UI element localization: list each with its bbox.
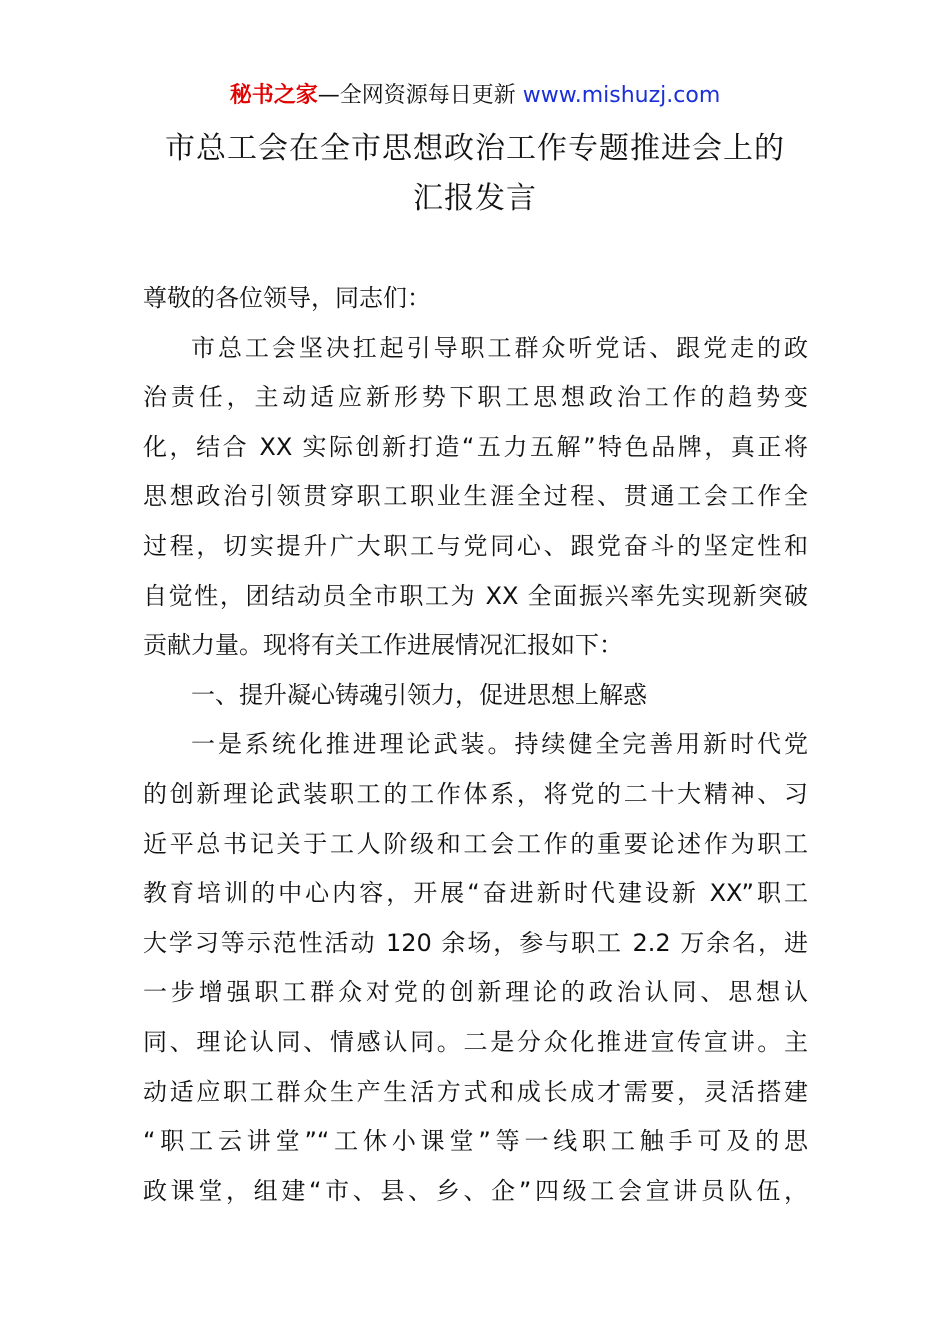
section-heading: 一、提升凝心铸魂引领力，促进思想上解惑 (191, 680, 647, 709)
document-title (100, 124, 850, 224)
paragraph-line: 教育培训的中心内容，开展“奋进新时代建设新 XX”职工 (143, 879, 808, 908)
salutation: 尊敬的各位领导，同志们： (143, 284, 431, 312)
paragraph-line: 市总工会坚决扛起引导职工群众听党话、跟党走的政 (191, 333, 808, 362)
paragraph-line: “职工云讲堂”“工休小课堂”等一线职工触手可及的思 (143, 1127, 808, 1156)
paragraph-line: 过程，切实提升广大职工与党同心、跟党奋斗的坚定性和 (143, 531, 808, 560)
paragraph-line: 治责任，主动适应新形势下职工思想政治工作的趋势变 (143, 383, 808, 412)
watermark-header (0, 80, 950, 112)
paragraph-line: 近平总书记关于工人阶级和工会工作的重要论述作为职工 (143, 829, 808, 858)
paragraph-line: 贡献力量。现将有关工作进展情况汇报如下： (143, 631, 623, 660)
brand-name: 秘书之家 (229, 83, 318, 108)
title-line: 汇报发言 (413, 181, 537, 216)
title-line: 市总工会在全市思想政治工作专题推进会上的 (165, 131, 785, 166)
header-tagline: —全网资源每日更新 (317, 83, 523, 108)
paragraph-line: 自觉性，团结动员全市职工为 XX 全面振兴率先实现新突破 (143, 581, 808, 610)
document-body (143, 274, 808, 1216)
paragraph-line: 一是系统化推进理论武装。持续健全完善用新时代党 (191, 730, 808, 759)
paragraph-line: 同、理论认同、情感认同。二是分众化推进宣传宣讲。主 (143, 1027, 808, 1056)
paragraph-line: 政课堂，组建“市、县、乡、企”四级工会宣讲员队伍， (143, 1176, 808, 1205)
paragraph-line: 思想政治引领贯穿职工职业生涯全过程、贯通工会工作全 (143, 482, 808, 511)
site-url: www.mishuzj.com (522, 83, 721, 108)
paragraph-line: 化，结合 XX 实际创新打造“五力五解”特色品牌，真正将 (143, 432, 808, 461)
paragraph-line: 一步增强职工群众对党的创新理论的政治认同、思想认 (143, 978, 808, 1007)
paragraph-line: 大学习等示范性活动 120 余场，参与职工 2.2 万余名，进 (143, 928, 808, 957)
paragraph-line: 动适应职工群众生产生活方式和成长成才需要，灵活搭建 (143, 1077, 808, 1106)
paragraph-line: 的创新理论武装职工的工作体系，将党的二十大精神、习 (143, 779, 808, 808)
